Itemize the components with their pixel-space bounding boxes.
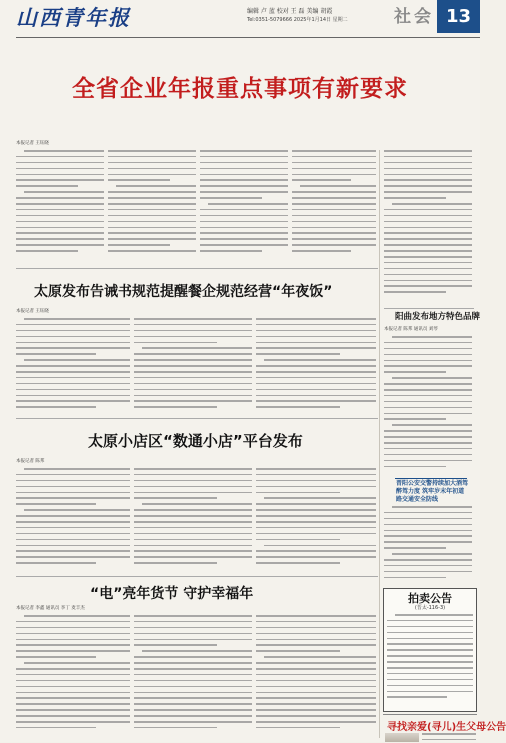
column-divider [379,150,380,738]
section-divider [16,268,378,269]
byline-yangqu: 本报记者 陈邦 通讯员 刘琴 [384,327,438,332]
headline-night: 太原发布告诫书规范提醒餐企规范经营“年夜饭” [34,284,333,300]
main-body-col2 [108,150,196,265]
platform-body-col1 [16,468,130,572]
section-divider-2 [16,418,378,419]
platform-body-col3 [256,468,376,572]
auction-body [387,614,473,706]
section-name: 社会 [394,7,434,27]
masthead [0,0,480,46]
main-body-col1 [16,150,104,265]
main-body-col3 [200,150,288,265]
missing-body [422,733,476,742]
byline-platform: 本报记者 陈邦 [16,459,45,464]
platform-body-col2 [134,468,252,572]
night-body-col1 [16,318,130,414]
byline-night: 本报记者 王钰晓 [16,309,49,314]
auction-subtitle: (晋太-116-3) [414,605,446,611]
market-body-col1 [16,615,130,739]
headline-jinzhong: 晋阳公安交警持续加大酒驾醉驾力度 筑牢岁末年初道路交通安全防线 [396,480,469,503]
headline-market: “电”亮年货节 守护幸福年 [90,586,254,602]
issue-date: Tel:0351-5079666 2025年1月14日 星期二 [247,17,348,23]
headline-main: 全省企业年报重点事项有新要求 [72,76,408,102]
market-body-col3 [256,615,376,739]
byline-main: 本报记者 王钰晓 [16,141,49,146]
headline-yangqu: 阳曲发布地方特色品牌 [395,312,481,322]
jinzhong-body [384,506,472,584]
headline-platform: 太原小店区“数通小店”平台发布 [88,432,303,450]
missing-title: 寻找亲爱(寻儿)生父母公告 [387,722,506,733]
header-divider [16,37,480,38]
auction-title: 拍卖公告 [408,592,452,605]
main-body-col4 [292,150,376,265]
main-body-col5 [384,150,472,305]
sidebar-divider [384,308,474,309]
night-body-col2 [134,318,252,414]
yangqu-body [384,336,472,474]
market-body-col2 [134,615,252,739]
editor-credits: 编辑 卢 蓝 校对 王 磊 美编 胡霞 [247,8,333,15]
night-body-col3 [256,318,376,414]
page-number: 13 [437,0,480,33]
section-divider-3 [16,576,378,577]
newspaper-logo: 山西青年报 [16,5,131,30]
child-photo [385,733,419,742]
byline-market: 本报记者 李鑫 通讯员 李丁 麦丰杰 [16,606,85,611]
